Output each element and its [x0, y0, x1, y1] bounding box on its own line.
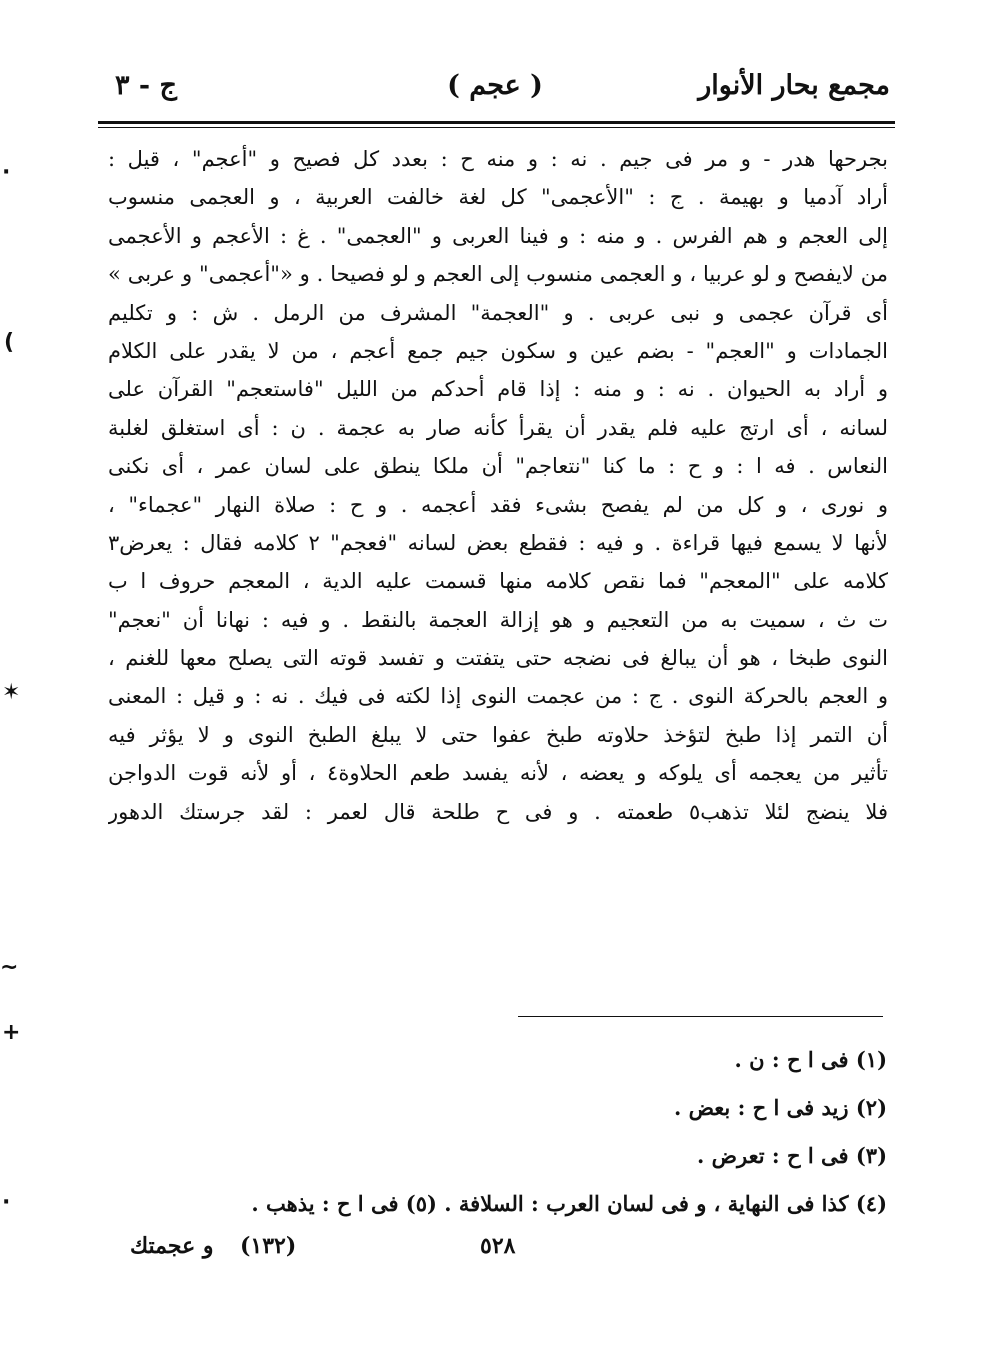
page-number: ٥٢٨: [480, 1233, 516, 1259]
catchword: و عجمتك: [130, 1233, 214, 1259]
body-line: و العجم بالحركة النوى . ج : من عجمت النوى إذا لكته فى فيك . نه : و قيل : المعنى: [108, 684, 888, 709]
body-line: ت ث ، سميت به من التعجيم و هو إزالة العجمة بالنقط . و فيه : نهانا أن "نعجم": [108, 607, 888, 632]
body-line: الجمادات و "العجم" - بضم عين و سكون جيم جمع أعجم ، من لا يقدر على الكلام: [108, 338, 888, 363]
body-line: بجرحها هدر - و مر فى جيم . نه : و منه ح : بعدد كل فصيح و "أعجم" ، قيل :: [108, 147, 888, 171]
scan-speck: ·: [2, 160, 11, 185]
footnote: (٢) زيد فى ا ح : بعض .: [673, 1095, 887, 1120]
volume-label: ج - ٣: [115, 70, 177, 101]
scan-speck: ✶: [2, 680, 21, 705]
footnote-rule: [518, 1016, 883, 1017]
body-line: لسانه ، أى ارتج عليه فلم يقدر أن يقرأ كأنه صار به عجمة . ن : أى استغلق لغلبة: [108, 415, 888, 440]
body-line: النوى طبخا ، هو أن يبالغ فى نضجه حتى يتفتت و تفسد قوته التى يصلح معها للغنم ،: [108, 646, 888, 671]
body-line: أى قرآن عجمى و نبى عربى . و "العجمة" المشرف من الرمل . ش : و تكليم: [108, 300, 888, 325]
footnote: (١) فى ا ح : ن .: [734, 1047, 887, 1072]
body-line: فلا ينضج لئلا تذهب٥ طعمته . و فى ح طلحة قال لعمر : لقد جرستك الدهور: [108, 799, 888, 824]
body-text: [108, 140, 888, 831]
body-line: أن التمر إذا طبخ لتؤخذ حلاوته طبخ عفوا حتى لا يبلغ الطبخ النوى و لا يؤثر فيه: [108, 722, 888, 747]
scan-speck: ~: [0, 955, 19, 980]
signature-mark: (١٣٢): [240, 1233, 297, 1259]
running-header: [100, 70, 890, 114]
body-line: من لايفصح و لو عربيا ، و العجمى منسوب إلى العجم و لو فصيحا . و «"أعجمى" و عربى »: [108, 262, 888, 287]
scan-speck: (: [4, 330, 15, 355]
header-rule-thin: [98, 127, 895, 128]
footnotes: [107, 1036, 887, 1228]
body-line: و نورى ، و كل من لم يفصح بشىء فقد أعجمه . و ح : صلاة النهار "عجماء" ،: [108, 492, 888, 517]
body-line: كلامه على "المعجم" فما نقص كلامه منها قسمت عليه الدية ، المعجم حروف ا ب: [108, 569, 888, 594]
body-line: إلى العجم و هم الفرس . و منه : و فينا العربى و "العجمى" . غ : الأعجم و الأعجمى: [108, 223, 888, 248]
scan-speck: ·: [2, 1190, 11, 1215]
body-line: لأنها لا يسمع فيها قراءة . و فيه : فقطع بعض لسانه "فعجم" ٢ كلامه فقال : يعرض٣: [108, 530, 888, 555]
body-line: و أراد به الحيوان . نه : و منه : إذا قام أحدكم من الليل "فاستعجم" القرآن على: [108, 377, 888, 402]
entry-word: ( عجم ): [447, 70, 543, 101]
body-line: النعاس . فه ا : و ح : ما كنا "نتعاجم" أن ملكا ينطق على لسان عمر ، أى نكنى: [108, 454, 888, 479]
page-footer: [130, 1233, 550, 1273]
book-title: مجمع بحار الأنوار: [698, 70, 890, 101]
footnote: (٤) كذا فى النهاية ، و فى لسان العرب : السلافة . (٥) فى ا ح : يذهب .: [251, 1191, 887, 1216]
header-rule: [98, 121, 895, 124]
body-line: تأثير من يعجمه أى يلوكه و يعضه ، لأنه يفسد طعم الحلاوة٤ ، أو لأنه قوت الدواجن: [108, 761, 888, 786]
body-line: أراد آدميا و بهيمة . ج : "الأعجمى" كل لغة خالفت العربية ، و العجمى منسوب: [108, 185, 888, 210]
scan-speck: +: [2, 1020, 21, 1045]
footnote: (٣) فى ا ح : تعرض .: [697, 1143, 887, 1168]
